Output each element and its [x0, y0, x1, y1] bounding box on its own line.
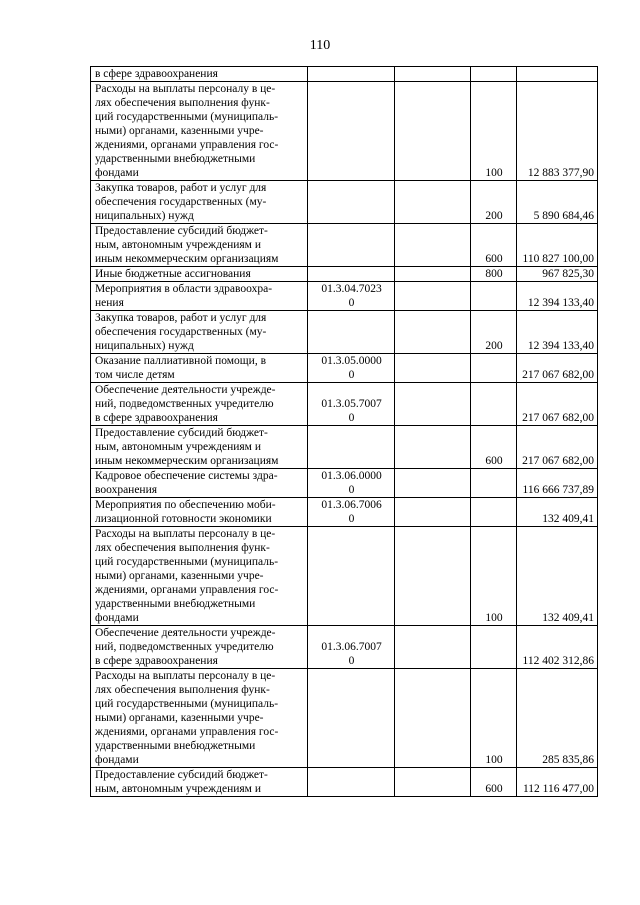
table-row [91, 354, 598, 383]
table-row [91, 498, 598, 527]
empty-cell [395, 267, 471, 282]
expense-name-cell: Предоставление субсидий бюджет- ным, автономным учреждениям и иным некоммерческим организациям [91, 426, 308, 469]
target-code-cell [308, 67, 395, 82]
table-row [91, 527, 598, 626]
empty-cell [395, 383, 471, 426]
empty-cell [395, 311, 471, 354]
expense-name-cell: Кадровое обеспечение системы здра- воохранения [91, 469, 308, 498]
expense-type-cell: 100 [471, 82, 517, 181]
expense-type-cell: 100 [471, 527, 517, 626]
expense-name-cell: Закупка товаров, работ и услуг для обеспечения государственных (му- ниципальных) нужд [91, 181, 308, 224]
amount-cell: 12 394 133,40 [517, 311, 598, 354]
empty-cell [395, 469, 471, 498]
target-code-cell [308, 267, 395, 282]
target-code-cell [308, 426, 395, 469]
expense-name-cell: Обеспечение деятельности учрежде- ний, подведомственных учредителю в сфере здравоохранения [91, 383, 308, 426]
amount-cell: 217 067 682,00 [517, 354, 598, 383]
expense-type-cell [471, 469, 517, 498]
expense-name-cell: Предоставление субсидий бюджет- ным, автономным учреждениям и иным некоммерческим организациям [91, 224, 308, 267]
empty-cell [395, 82, 471, 181]
target-code-cell [308, 768, 395, 797]
table-row [91, 224, 598, 267]
target-code-cell [308, 669, 395, 768]
amount-cell: 217 067 682,00 [517, 426, 598, 469]
target-code-cell: 01.3.06.7006 0 [308, 498, 395, 527]
table-row [91, 67, 598, 82]
target-code-cell: 01.3.04.7023 0 [308, 282, 395, 311]
amount-cell: 12 883 377,90 [517, 82, 598, 181]
expense-type-cell: 600 [471, 768, 517, 797]
expense-type-cell: 600 [471, 426, 517, 469]
expense-type-cell: 200 [471, 311, 517, 354]
table-row [91, 282, 598, 311]
amount-cell: 116 666 737,89 [517, 469, 598, 498]
table-row [91, 267, 598, 282]
empty-cell [395, 426, 471, 469]
expense-name-cell: Мероприятия по обеспечению моби- лизационной готовности экономики [91, 498, 308, 527]
table-row [91, 311, 598, 354]
target-code-cell: 01.3.06.7007 0 [308, 626, 395, 669]
expense-name-cell: Обеспечение деятельности учрежде- ний, подведомственных учредителю в сфере здравоохранения [91, 626, 308, 669]
table-row [91, 768, 598, 797]
amount-cell: 217 067 682,00 [517, 383, 598, 426]
expense-name-cell: Расходы на выплаты персоналу в це- лях обеспечения выполнения функ- ций государственными (муниципаль- ными) органами, казенными учре- ждениями, органами управления гос- ударственными внебюджетными фондами [91, 527, 308, 626]
amount-cell: 110 827 100,00 [517, 224, 598, 267]
empty-cell [395, 67, 471, 82]
empty-cell [395, 768, 471, 797]
target-code-cell: 01.3.06.0000 0 [308, 469, 395, 498]
expense-type-cell [471, 626, 517, 669]
expense-type-cell [471, 282, 517, 311]
table-row [91, 469, 598, 498]
table-row [91, 626, 598, 669]
expense-type-cell: 600 [471, 224, 517, 267]
amount-cell [517, 67, 598, 82]
target-code-cell [308, 82, 395, 181]
expense-type-cell [471, 498, 517, 527]
amount-cell: 12 394 133,40 [517, 282, 598, 311]
expense-name-cell: Расходы на выплаты персоналу в це- лях обеспечения выполнения функ- ций государственными (муниципаль- ными) органами, казенными учре- ждениями, органами управления гос- ударственными внебюджетными фондами [91, 82, 308, 181]
amount-cell: 112 402 312,86 [517, 626, 598, 669]
amount-cell: 132 409,41 [517, 527, 598, 626]
target-code-cell [308, 311, 395, 354]
budget-table [90, 66, 598, 797]
expense-type-cell: 200 [471, 181, 517, 224]
expense-name-cell: Расходы на выплаты персоналу в це- лях обеспечения выполнения функ- ций государственными (муниципаль- ными) органами, казенными учре- ждениями, органами управления гос- ударственными внебюджетными фондами [91, 669, 308, 768]
amount-cell: 285 835,86 [517, 669, 598, 768]
empty-cell [395, 527, 471, 626]
table-row [91, 383, 598, 426]
expense-type-cell [471, 67, 517, 82]
empty-cell [395, 354, 471, 383]
amount-cell: 5 890 684,46 [517, 181, 598, 224]
expense-type-cell [471, 354, 517, 383]
empty-cell [395, 498, 471, 527]
amount-cell: 112 116 477,00 [517, 768, 598, 797]
expense-name-cell: Оказание паллиативной помощи, в том числе детям [91, 354, 308, 383]
empty-cell [395, 626, 471, 669]
expense-type-cell: 800 [471, 267, 517, 282]
empty-cell [395, 669, 471, 768]
table-row [91, 426, 598, 469]
empty-cell [395, 224, 471, 267]
target-code-cell: 01.3.05.7007 0 [308, 383, 395, 426]
expense-name-cell: Закупка товаров, работ и услуг для обеспечения государственных (му- ниципальных) нужд [91, 311, 308, 354]
empty-cell [395, 181, 471, 224]
expense-name-cell: Иные бюджетные ассигнования [91, 267, 308, 282]
target-code-cell [308, 527, 395, 626]
expense-name-cell: Предоставление субсидий бюджет- ным, автономным учреждениям и [91, 768, 308, 797]
target-code-cell [308, 224, 395, 267]
expense-name-cell: в сфере здравоохранения [91, 67, 308, 82]
page-number: 110 [309, 38, 331, 53]
budget-table-body [91, 67, 598, 797]
expense-type-cell [471, 383, 517, 426]
table-row [91, 82, 598, 181]
expense-type-cell: 100 [471, 669, 517, 768]
table-row [91, 181, 598, 224]
target-code-cell [308, 181, 395, 224]
table-row [91, 669, 598, 768]
amount-cell: 967 825,30 [517, 267, 598, 282]
empty-cell [395, 282, 471, 311]
amount-cell: 132 409,41 [517, 498, 598, 527]
target-code-cell: 01.3.05.0000 0 [308, 354, 395, 383]
expense-name-cell: Мероприятия в области здравоохра- нения [91, 282, 308, 311]
